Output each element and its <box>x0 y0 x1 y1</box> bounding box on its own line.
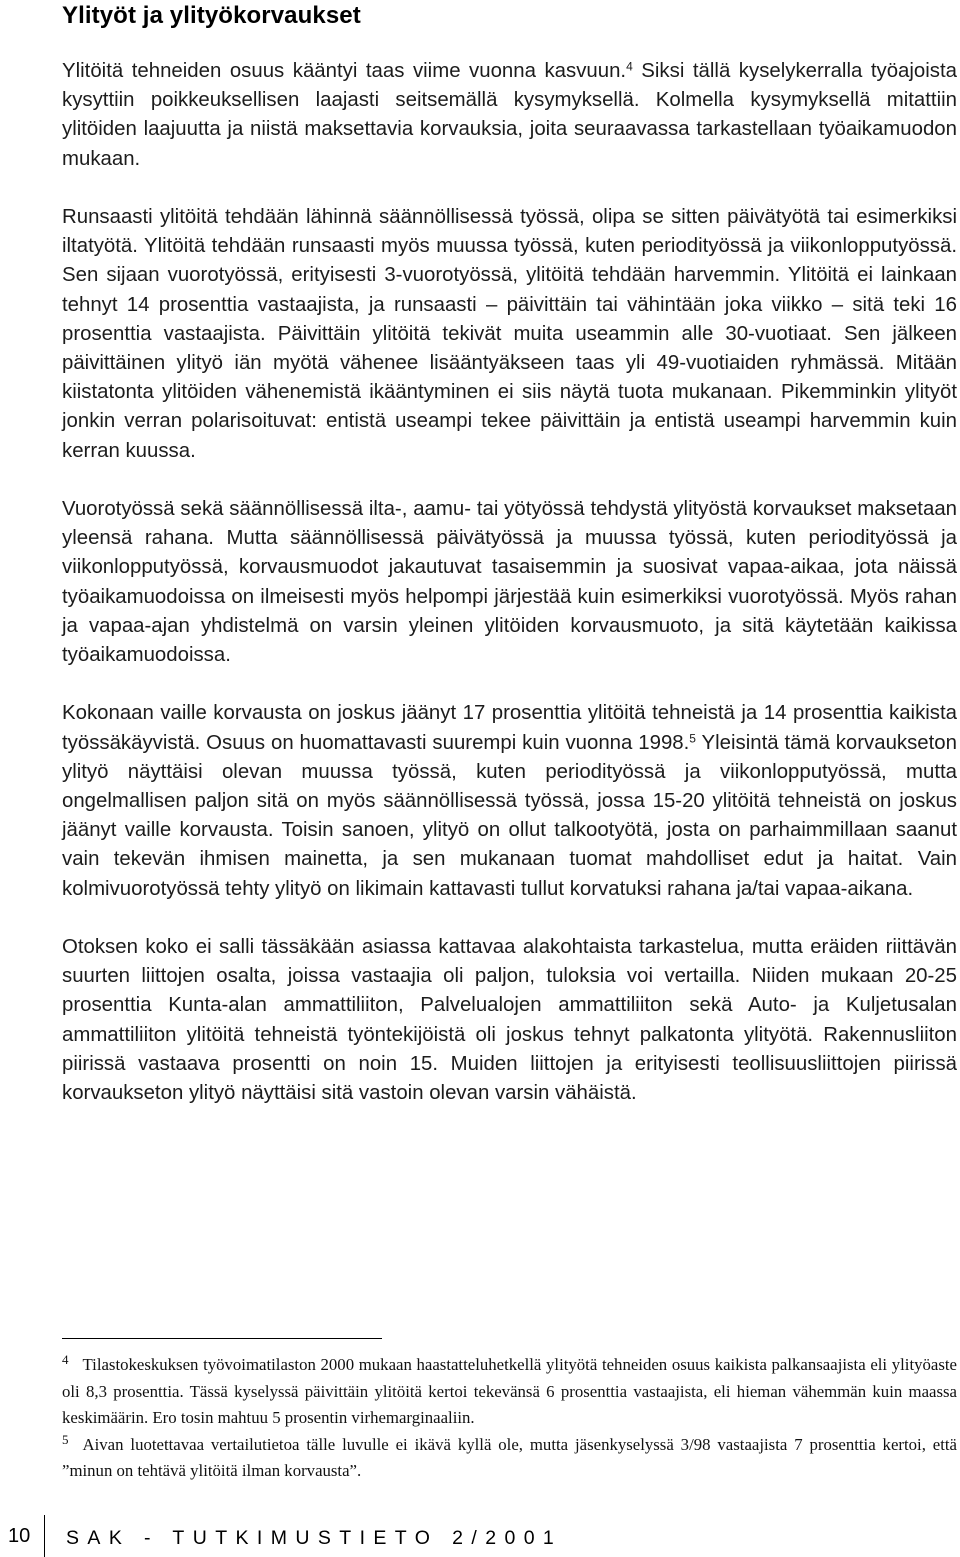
page-number: 10 <box>8 1525 31 1547</box>
publication-name: SAK - TUTKIMUSTIETO 2/2001 <box>66 1527 563 1549</box>
footnote-ref-4: 4 <box>626 59 633 74</box>
footnotes <box>62 1352 957 1485</box>
footnote-5 <box>62 1432 957 1485</box>
paragraph-5: Otoksen koko ei salli tässäkään asiassa kattavaa alakohtaista tarkastelua, mutta eräiden riittävän suurten liittojen osalta, joissa vastaajia oli paljon, tuloksia voi vertailla. Niiden mukaan 20-25 prosenttia Kunta-alan ammattiliiton, Palvelualojen ammattiliiton sekä Auto- ja Kuljetusalan ammattiliiton ylitöitä tehneistä työntekijöistä oli joskus tehnyt palkatonta ylityötä. Rakennusliiton piirissä vastaava prosentti on noin 15. Muiden liittojen ja erityisesti teollisuusliittojen piirissä korvaukseton ylityö näyttäisi sitä vastoin olevan varsin vähäistä. <box>62 936 957 1105</box>
footnote-number: 4 <box>62 1352 69 1368</box>
article-body <box>62 57 957 1137</box>
footer-divider <box>44 1515 45 1557</box>
footnote-number: 5 <box>62 1431 69 1447</box>
paragraph-4 <box>62 699 957 903</box>
paragraph-4-text-b: Yleisintä tämä korvaukseton ylityö näyttäisi olevan muussa työssä, kuten periodityössä ja viikonlopputyössä, mutta ongelmallisen paljon sitä on myös säännöllisessä työssä, jossa 15-20 ylitöitä tehneistä on joskus jäänyt vaille korvausta. Toisin sanoen, ylityö on ollut talkootyötä, josta on parhaimmillaan saanut vain tekevän ihmisen mainetta, ja sen mukanaan tuomat mahdolliset edut ja haitat. Vain kolmivuorotyössä tehty ylityö on likimain kattavasti tullut korvatuksi rahana ja/tai vapaa-aikana. <box>62 731 957 900</box>
paragraph-1 <box>62 57 957 174</box>
footnote-4 <box>62 1352 957 1432</box>
paragraph-3: Vuorotyössä sekä säännöllisessä ilta-, aamu- tai yötyössä tehdystä ylityöstä korvaukset maksetaan yleensä rahana. Mutta säännöllisessä päivätyössä ja muussa työssä, kuten periodityössä ja viikonlopputyössä, korvausmuodot jakautuvat tasaisemmin ja suosivat vapaa-aikaa, jota näissä työaikamuodoissa on ilmeisesti myös helpompi järjestää kuin esimerkiksi vuorotyössä. Myös rahan ja vapaa-ajan yhdistelmä on varsin yleinen ylitöiden korvausmuoto, ja sitä käytetään kaikissa työaikamuodoissa. <box>62 498 957 667</box>
footnote-text: Tilastokeskuksen työvoimatilaston 2000 mukaan haastatteluhetkellä ylityötä tehneiden osuus kaikista palkansaajista eli ylityöaste oli 8,3 prosenttia. Tässä kyselyssä päivittäin ylitöitä kertoi tekevänsä 6 prosenttia vastaajista, eli hieman vähemmän kuin maassa keskimäärin. Ero tosin mahtuu 5 prosentin virhemarginaaliin. <box>62 1355 957 1428</box>
footnote-divider <box>62 1338 382 1339</box>
section-heading: Ylityöt ja ylityökorvaukset <box>62 2 361 29</box>
footnote-ref-5: 5 <box>689 731 696 746</box>
paragraph-2: Runsaasti ylitöitä tehdään lähinnä säännöllisessä työssä, olipa se sitten päivätyötä tai esimerkiksi iltatyötä. Ylitöitä tehdään runsaasti myös muussa työssä, kuten periodityössä ja viikonlopputyössä. Sen sijaan vuorotyössä, erityisesti 3-vuorotyössä, ylitöitä tehdään harvemmin. Ylitöitä ei lainkaan tehnyt 14 prosenttia vastaajista, ja runsaasti – päivittäin tai vähintään joka viikko – sitä teki 16 prosenttia vastaajista. Päivittäin ylitöitä tekivät muita useammin alle 30-vuotiaat. Sen jälkeen päivittäinen ylityö iän myötä vähenee lisääntyäkseen taas yli 49-vuotiaiden ryhmässä. Mitään kiistatonta ylitöiden vähenemistä ikääntyminen ei siis näytä tuota mukanaan. Pikemminkin ylityöt jonkin verran polarisoituvat: entistä useampi tekee päivittäin ja entistä useampi harvemmin kuin kerran kuussa. <box>62 206 957 462</box>
paragraph-1-text-b: Siksi tällä kyselykerralla työajoista kysyttiin poikkeuksellisen laajasti seitsemällä kysymyksellä. Kolmella kysymyksellä mitattiin ylitöiden laajuutta ja niistä maksettavia korvauksia, joita seuraavassa tarkastellaan työaikamuodon mukaan. <box>62 60 957 170</box>
footnote-text: Aivan luotettavaa vertailutietoa tälle luvulle ei ikävä kyllä ole, mutta jäsenkyselyssä 3/98 vastaajista 7 prosenttia kertoi, että ”minun on tehtävä ylitöitä ilman korvausta”. <box>62 1434 957 1481</box>
paragraph-1-text-a: Ylitöitä tehneiden osuus kääntyi taas viime vuonna kasvuun. <box>62 60 627 82</box>
paragraph-4-text-a: Kokonaan vaille korvausta on joskus jäänyt 17 prosenttia ylitöitä tehneistä ja 14 prosenttia kaikista työssäkäyvistä. Osuus on huomattavasti suurempi kuin vuonna 1998. <box>62 702 957 754</box>
